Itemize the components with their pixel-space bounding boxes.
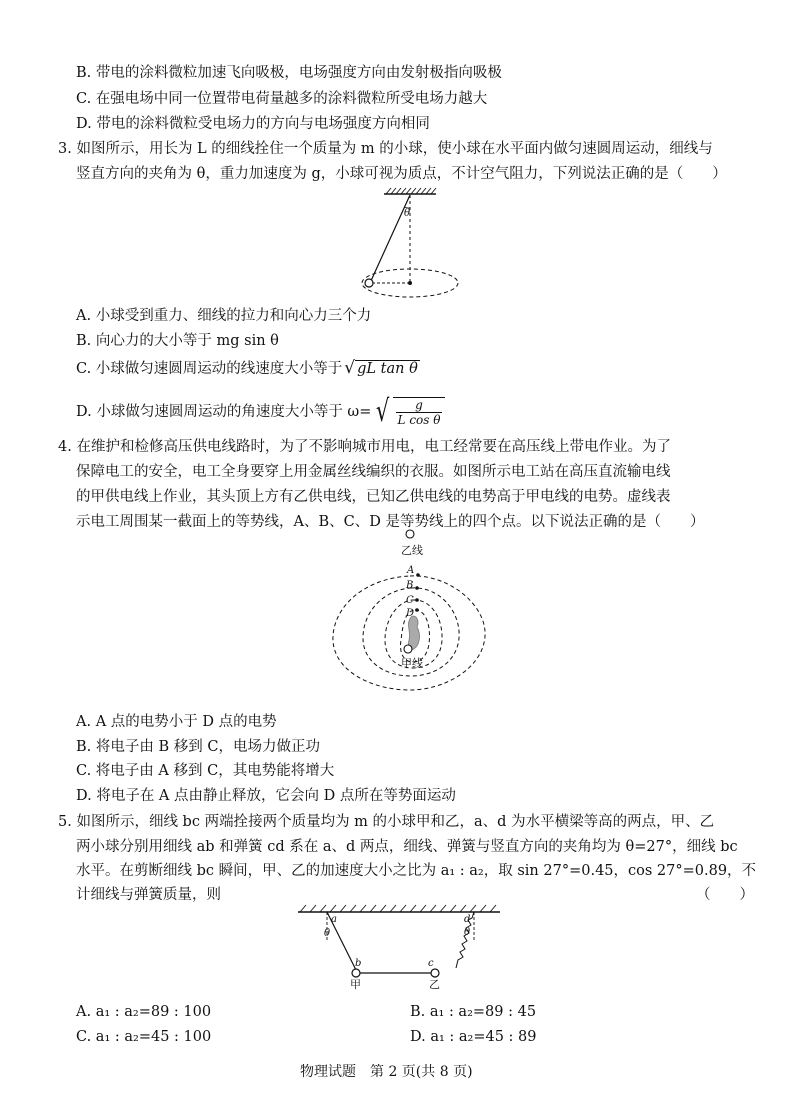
q3-fig-theta: θ <box>404 208 411 219</box>
q3-option-c-text: C. 小球做匀速圆周运动的线速度大小等于 <box>76 361 343 377</box>
q3-sqrt-sign: √ <box>376 394 390 429</box>
q5-fig-yi: 乙 <box>429 978 440 990</box>
q4-fig-jia-label: 甲线 <box>401 657 423 670</box>
q5-fig-theta-right: θ <box>464 927 471 938</box>
q5-option-a: A. a₁ : a₂=89 : 100 <box>76 1004 212 1020</box>
q4-option-a: A. A 点的电势小于 D 点的电势 <box>76 714 277 730</box>
q4-option-d: D. 将电子在 A 点由静止释放，它会向 D 点所在等势面运动 <box>76 788 456 804</box>
q3-stem-line2: 竖直方向的夹角为 θ，重力加速度为 g，小球可视为质点，不计空气阻力，下列说法正确的是（ ） <box>76 166 727 182</box>
q3-fraction <box>393 397 446 427</box>
q3-option-d-text: D. 小球做匀速圆周运动的角速度大小等于 ω= <box>76 404 372 420</box>
q3-option-c <box>76 358 420 379</box>
q5-beam-figure <box>290 898 510 990</box>
q3-fraction-denominator: L cos θ <box>397 413 441 427</box>
q3-fraction-numerator: g <box>415 398 423 412</box>
q4-fig-point-d: D <box>406 608 415 619</box>
q5-stem-line4: 计细线与弹簧质量，则 <box>76 887 221 903</box>
q4-stem-line2: 保障电工的安全，电工全身要穿上用金属丝线编织的衣服。如图所示电工站在高压直流输电线 <box>76 464 671 480</box>
q4-option-c: C. 将电子由 A 移到 C，其电势能将增大 <box>76 763 335 779</box>
q5-stem-line3: 水平。在剪断细线 bc 瞬间，甲、乙的加速度大小之比为 a₁ : a₂，取 sin 27°=0.45，cos 27°=0.89，不 <box>76 863 757 879</box>
q5-fig-theta-left: θ <box>324 928 331 939</box>
q5-fig-b: b <box>355 958 362 969</box>
q3-option-d <box>76 395 445 429</box>
q3-option-a: A. 小球受到重力、细线的拉力和向心力三个力 <box>76 308 372 324</box>
q5-fig-a: a <box>331 914 337 925</box>
q4-option-b: B. 将电子由 B 移到 C，电场力做正功 <box>76 739 320 755</box>
q5-option-b: B. a₁ : a₂=89 : 45 <box>410 1004 537 1020</box>
q3-option-b: B. 向心力的大小等于 mg sin θ <box>76 333 279 349</box>
q4-fig-point-a: A <box>407 565 415 576</box>
q5-stem-line1: 5. 如图所示，细线 bc 两端拴接两个质量均为 m 的小球甲和乙，a、d 为水平横梁等高的两点，甲、乙 <box>58 814 715 830</box>
q5-fig-c: c <box>428 958 434 969</box>
q4-stem-line1: 4. 在维护和检修高压供电线路时，为了不影响城市用电，电工经常要在高压线上带电作业。为了 <box>58 439 671 455</box>
q2-option-c: C. 在强电场中同一位置带电荷量越多的涂料微粒所受电场力越大 <box>76 91 488 107</box>
q5-answer-bracket: （ ） <box>696 887 754 903</box>
q3-stem-line1: 3. 如图所示，用长为 L 的细线拴住一个质量为 m 的小球，使小球在水平面内做匀速圆周运动，细线与 <box>58 141 713 157</box>
q4-fig-yi-label: 乙线 <box>401 544 423 557</box>
page-footer: 物理试题 第 2 页(共 8 页) <box>300 1064 473 1080</box>
q5-fig-d: d <box>464 914 471 925</box>
q3-conical-pendulum-figure <box>340 186 470 298</box>
q5-option-d: D. a₁ : a₂=45 : 89 <box>410 1029 537 1045</box>
q3-sqrt-radicand: gL tan θ <box>357 361 418 377</box>
q2-option-d: D. 带电的涂料微粒受电场力的方向与电场强度方向相同 <box>76 116 430 132</box>
q4-stem-line4: 示电工周围某一截面上的等势线，A、B、C、D 是等势线上的四个点。以下说法正确的是（ ） <box>76 514 705 530</box>
q4-stem-line3: 的甲供电线上作业，其头顶上方有乙供电线，已知乙供电线的电势高于甲电线的电势。虚线表 <box>76 489 671 505</box>
q5-fig-jia: 甲 <box>350 978 361 990</box>
q4-equipotential-figure <box>325 528 495 698</box>
q5-stem-line2: 两小球分别用细线 ab 和弹簧 cd 系在 a、d 两点，细线、弹簧与竖直方向的夹角均为 θ=27°，细线 bc <box>76 839 738 855</box>
q5-option-c: C. a₁ : a₂=45 : 100 <box>76 1029 212 1045</box>
q2-option-b: B. 带电的涂料微粒加速飞向吸极，电场强度方向由发射极指向吸极 <box>76 65 502 81</box>
q3-sqrt-expression: √ gL tan θ <box>344 358 418 378</box>
q4-fig-point-c: C <box>406 595 414 606</box>
q4-fig-point-b: B <box>406 580 414 591</box>
